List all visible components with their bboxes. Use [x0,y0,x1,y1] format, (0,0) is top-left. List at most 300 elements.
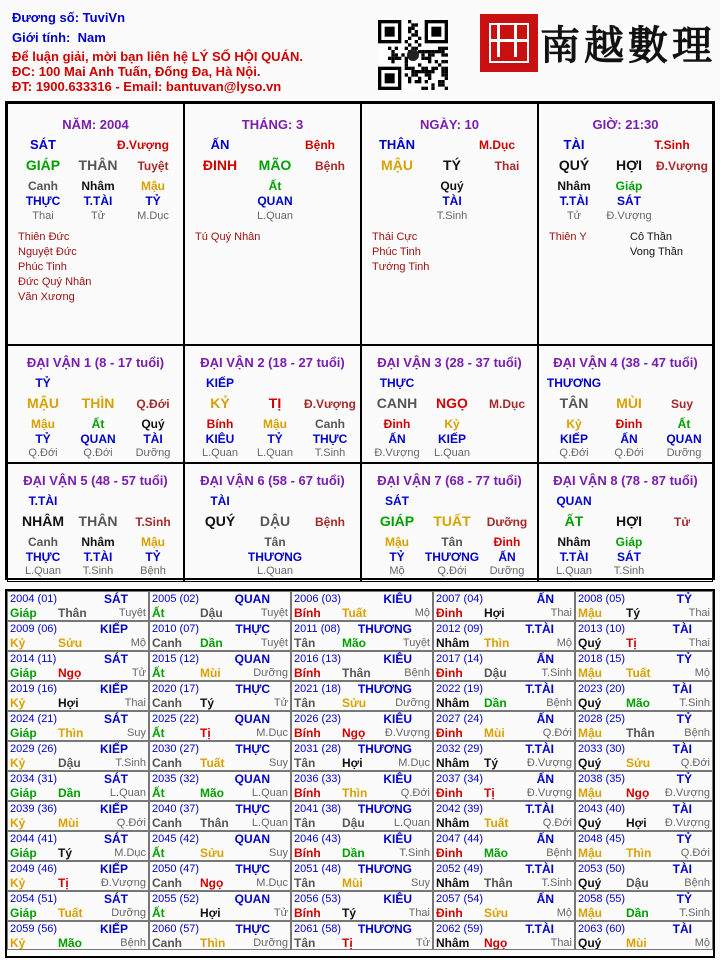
year-god: ẤN [536,892,554,906]
year-cell [433,801,575,831]
dai-van-cell [538,463,713,582]
hidden-phase: Dưỡng [135,447,171,459]
year-god: THƯƠNG [357,682,412,696]
year-god: ẤN [536,712,554,726]
star-list [372,230,429,275]
year-god: SÁT [104,772,128,786]
year-phase: Q.Đới [542,727,572,739]
year-branch: Dậu [484,666,507,680]
year-god: THỰC [235,742,270,756]
four-pillars-chart [5,101,715,580]
hidden-phase: T.Sinh [436,210,468,222]
dai-van-god: TỶ [35,376,51,390]
star-name: Phúc Tinh [18,261,67,273]
year-stem: Giáp [10,906,37,920]
year-branch: Hợi [200,906,221,920]
year-stem: Tân [294,636,316,650]
year-stem: Đinh [436,846,463,860]
year-label: 2042 (39) [436,803,484,815]
year-stem: Giáp [10,726,37,740]
year-cell [7,831,149,861]
dai-van-state: Tử [673,515,691,529]
year-label: 2031 (28) [294,743,342,755]
hidden-phase: Dưỡng [489,565,525,577]
year-stem: Canh [152,636,182,650]
year-cell [7,861,149,891]
year-god: KIẾP [99,622,128,636]
year-label: 2027 (24) [436,713,484,725]
hidden-god: KIÊU [205,432,235,446]
year-phase: Bệnh [684,877,710,889]
year-phase: Bệnh [404,667,430,679]
hidden-stem: Mậu [263,417,287,431]
hidden-stem: Mậu [141,179,165,193]
hidden-god: QUAN [666,432,702,446]
year-god: ẤN [536,772,554,786]
year-branch: Mùi [58,816,79,830]
hidden-phase: L.Quan [256,565,294,577]
year-stem: Quý [578,936,602,950]
year-stem: Quý [578,756,602,770]
hidden-phase: T.Sinh [314,447,346,459]
year-branch: Tý [342,906,357,920]
hidden-phase: Q.Đới [614,447,644,459]
year-god: KIÊU [383,892,412,906]
hidden-god: THỰC [25,194,61,208]
year-phase: Đ.Vượng [100,877,146,889]
year-cell [433,891,575,921]
dai-van-state: M.Dục [489,397,525,411]
hidden-stem: Bính [206,417,234,431]
hidden-god: TỶ [145,550,161,564]
year-branch: Tị [484,786,495,800]
year-phase: Dưỡng [253,937,288,949]
year-branch: Hợi [342,756,363,770]
hidden-god: THƯƠNG [247,550,303,564]
hidden-phase: Q.Đới [28,447,58,459]
star-name: Tướng Tinh [372,261,430,273]
year-label: 2026 (23) [294,713,342,725]
hidden-stem: Quý [141,417,165,431]
year-phase: Thai [408,907,430,919]
year-label: 2053 (50) [578,863,626,875]
pillar-title: THÁNG: 3 [241,117,304,132]
dai-van-god: SÁT [385,494,409,508]
year-stem: Quý [578,636,602,650]
year-phase: M.Dục [256,877,288,889]
dai-van-cell [361,463,538,582]
year-stem: Bính [294,666,321,680]
dai-van-state: Dưỡng [486,515,528,529]
year-phase: L.Quan [109,787,146,799]
hidden-god: THƯƠNG [424,550,480,564]
year-god: THỰC [235,802,270,816]
year-cell [149,921,291,950]
star-list [195,230,260,245]
year-branch: Mùi [342,876,363,890]
year-branch: Mão [342,636,366,650]
hidden-stem: Đinh [493,535,521,549]
year-phase: T.Sinh [679,697,710,709]
year-god: KIÊU [383,772,412,786]
year-cell [7,591,149,621]
hidden-god: QUAN [80,432,116,446]
year-stem: Kỷ [10,756,26,770]
pillar-branch: MÃO [258,157,292,173]
year-phase: M.Dục [256,727,288,739]
year-cell [149,801,291,831]
year-stem: Đinh [436,786,463,800]
year-cell [575,621,713,651]
year-phase: T.Sinh [399,847,430,859]
year-phase: Tuyệt [402,637,430,649]
year-god: T.TÀI [525,802,554,816]
year-stem: Tân [294,696,316,710]
year-stem: Đinh [436,906,463,920]
year-god: SÁT [104,712,128,726]
year-label: 2024 (21) [10,713,58,725]
hidden-god: ẤN [498,550,516,564]
hidden-phase: T.Sinh [613,565,645,577]
year-cell [433,741,575,771]
hidden-stem: Kỷ [444,417,460,431]
year-branch: Ngọ [200,876,224,890]
hidden-phase: L.Quan [24,565,62,577]
year-god: ẤN [536,652,554,666]
pillar-title: GIỜ: 21:30 [592,117,659,132]
year-branch: Dậu [626,876,649,890]
pillar-state: Thai [494,159,520,173]
year-label: 2051 (48) [294,863,342,875]
year-phase: Thai [688,607,710,619]
year-phase: Thai [550,937,572,949]
year-god: QUAN [234,832,270,846]
star-list [18,230,91,305]
year-stem: Mậu [578,666,602,680]
year-stem: Ất [152,606,165,620]
year-stem: Bính [294,906,321,920]
year-branch: Tị [342,936,353,950]
pillar-god-left: SÁT [30,137,56,152]
year-god: QUAN [234,892,270,906]
hidden-stem: Mậu [385,535,409,549]
year-branch: Dần [342,846,365,860]
hidden-stem: Nhâm [81,179,115,193]
dai-van-branch: NGỌ [436,395,468,411]
hidden-phase: Dưỡng [666,447,702,459]
year-label: 2013 (10) [578,623,626,635]
pillar-state: Bệnh [315,159,345,173]
year-cell [291,651,433,681]
hidden-god: SÁT [617,194,641,208]
hidden-god: TÀI [442,194,462,208]
year-branch: Dần [484,696,507,710]
year-phase: Suy [269,847,288,859]
year-cell [7,741,149,771]
year-god: ẤN [536,832,554,846]
star-name: Thiên Y [549,231,587,243]
year-branch: Thìn [342,786,368,800]
year-stem: Mậu [578,606,602,620]
year-god: ẤN [536,592,554,606]
year-stem: Ất [152,786,165,800]
year-phase: Đ.Vượng [526,757,572,769]
year-cell [149,891,291,921]
year-stem: Ất [152,726,165,740]
year-stem: Giáp [10,786,37,800]
hidden-stem: Canh [28,179,58,193]
year-label: 2019 (16) [10,683,58,695]
year-branch: Thân [58,606,87,620]
dai-van-branch: TUẤT [433,513,471,529]
year-cell [575,861,713,891]
year-god: KIÊU [383,652,412,666]
year-cell [7,771,149,801]
year-phase: T.Sinh [541,667,572,679]
hidden-phase: Bệnh [140,565,166,577]
year-branch: Mão [626,696,650,710]
dai-van-god: TÀI [210,494,230,508]
year-label: 2046 (43) [294,833,342,845]
year-label: 2041 (38) [294,803,342,815]
year-branch: Sửu [58,636,83,650]
address-line: ĐC: 100 Mai Anh Tuấn, Đống Đa, Hà Nội. [12,64,261,79]
year-branch: Mão [58,936,82,950]
year-branch: Hợi [58,696,79,710]
year-phase: Q.Đới [400,787,430,799]
year-branch: Sửu [200,846,225,860]
year-branch: Tị [58,876,69,890]
pillar-branch: TÝ [443,157,461,173]
pillar-stem: ĐINH [202,157,238,173]
year-stem: Bính [294,606,321,620]
hidden-god: KIẾP [559,432,588,446]
year-stem: Quý [578,696,602,710]
year-branch: Thân [200,816,229,830]
year-branch: Mùi [484,726,505,740]
year-cell [149,861,291,891]
year-branch: Thìn [484,636,510,650]
year-stem: Đinh [436,606,463,620]
year-stem: Tân [294,936,316,950]
year-god: THỰC [235,622,270,636]
year-god: T.TÀI [525,922,554,936]
year-cell [7,681,149,711]
dai-van-stem: TÂN [559,395,589,411]
year-label: 2016 (13) [294,653,342,665]
year-phase: Bệnh [684,727,710,739]
star-name: Thiên Đức [18,231,70,243]
year-cell [433,621,575,651]
dai-van-stem: NHÂM [22,513,64,529]
year-label: 2009 (06) [10,623,58,635]
dai-van-cell [538,345,713,463]
year-phase: Suy [411,877,430,889]
hidden-god: QUAN [257,194,293,208]
year-label: 2052 (49) [436,863,484,875]
year-branch: Thìn [626,846,652,860]
hidden-phase: Tử [90,210,106,222]
dai-van-god: QUAN [556,494,592,508]
star-list-secondary [630,230,683,260]
hidden-phase: T.Sinh [82,565,114,577]
year-stem: Giáp [10,606,37,620]
year-god: T.TÀI [525,682,554,696]
year-label: 2029 (26) [10,743,58,755]
year-god: KIÊU [383,832,412,846]
dai-van-title: ĐẠI VẬN 8 (78 - 87 tuổi) [553,473,698,488]
year-cell [7,621,149,651]
hidden-phase: L.Quan [256,447,294,459]
dai-van-title: ĐẠI VẬN 6 (58 - 67 tuổi) [200,473,345,488]
hidden-stem: Đinh [383,417,411,431]
year-branch: Mão [200,786,224,800]
year-label: 2055 (52) [152,893,200,905]
year-label: 2059 (56) [10,923,58,935]
year-label: 2010 (07) [152,623,200,635]
hidden-stem: Tân [264,535,286,549]
year-branch: Thân [342,666,371,680]
dai-van-state: Q.Đới [136,397,170,411]
year-branch: Mão [484,846,508,860]
year-stem: Quý [578,816,602,830]
hidden-stem: Ất [268,179,282,193]
hidden-god: TỶ [389,550,405,564]
hidden-god: THỰC [25,550,61,564]
year-label: 2012 (09) [436,623,484,635]
year-label: 2061 (58) [294,923,342,935]
gender-line [12,30,106,45]
year-label: 2047 (44) [436,833,484,845]
dai-van-god: T.TÀI [28,494,58,508]
year-cell [291,591,433,621]
year-stem: Bính [294,726,321,740]
year-cell [291,831,433,861]
year-label: 2033 (30) [578,743,626,755]
year-label: 2035 (32) [152,773,200,785]
year-stem: Canh [152,936,182,950]
year-cell [7,651,149,681]
year-label: 2060 (57) [152,923,200,935]
star-name: Phúc Tinh [372,246,421,258]
hidden-phase: M.Dục [137,210,169,222]
pillar-title: NĂM: 2004 [62,117,129,132]
dai-van-stem: GIÁP [379,513,415,529]
pillar-god-right: Đ.Vượng [117,138,169,152]
year-god: TÀI [672,802,692,816]
year-label: 2007 (04) [436,593,484,605]
dai-van-stem: QUÝ [204,513,236,529]
year-label: 2050 (47) [152,863,200,875]
year-branch: Tý [58,846,73,860]
year-god: SÁT [104,592,128,606]
year-cell [149,651,291,681]
hidden-phase: Đ.Vượng [374,447,420,459]
year-phase: Đ.Vượng [664,787,710,799]
year-branch: Tý [200,696,215,710]
year-cell [575,651,713,681]
year-stem: Mậu [578,846,602,860]
year-stem: Ất [152,846,165,860]
year-label: 2063 (60) [578,923,626,935]
pillar-god-left: THÂN [378,137,416,152]
year-stem: Nhâm [436,936,470,950]
dai-van-state: Bệnh [315,515,345,529]
year-branch: Tý [484,756,499,770]
year-branch: Tý [626,606,641,620]
year-cell [291,771,433,801]
year-god: QUAN [234,712,270,726]
year-phase: T.Sinh [679,907,710,919]
year-branch: Sửu [626,756,651,770]
year-phase: Thai [550,607,572,619]
year-stem: Kỷ [10,696,26,710]
year-label: 2057 (54) [436,893,484,905]
dai-van-stem: MẬU [27,395,59,411]
year-phase: T.Sinh [115,757,146,769]
dai-van-god: KIẾP [205,376,234,390]
phone-email-line: ĐT: 1900.633316 - Email: bantuvan@lyso.vn [12,79,282,94]
dai-van-stem: ẤT [564,513,584,529]
year-label: 2044 (41) [10,833,58,845]
year-god: TÀI [672,862,692,876]
pillar-god-right: T.Sinh [654,138,690,152]
year-cell [149,741,291,771]
year-god: SÁT [104,832,128,846]
dai-van-branch: THÂN [78,513,118,529]
year-branch: Dần [626,906,649,920]
year-label: 2015 (12) [152,653,200,665]
year-label: 2034 (31) [10,773,58,785]
dai-van-cell [361,345,538,463]
hidden-stem: Giáp [615,179,643,193]
year-branch: Ngọ [342,726,366,740]
year-phase: Suy [127,727,146,739]
year-cell [291,711,433,741]
year-phase: Bệnh [546,847,572,859]
year-stem: Canh [152,876,182,890]
year-god: THỰC [235,922,270,936]
year-label: 2054 (51) [10,893,58,905]
year-god: THƯƠNG [357,862,412,876]
dai-van-title: ĐẠI VẬN 7 (68 - 77 tuổi) [377,473,522,488]
hidden-god: T.TÀI [83,194,113,208]
dai-van-god: THƯƠNG [546,376,602,390]
year-stem: Giáp [10,846,37,860]
year-god: THƯƠNG [357,922,412,936]
year-phase: Tuyệt [260,637,288,649]
contact-line: Để luận giải, mời bạn liên hệ LÝ SỐ HỘI QUÁN. [12,49,303,64]
hidden-god: T.TÀI [83,550,113,564]
dai-van-branch: MÙI [616,395,642,411]
year-god: T.TÀI [525,862,554,876]
year-cell [575,921,713,950]
year-cell [149,771,291,801]
year-phase: Tử [273,907,288,919]
star-list [549,230,587,245]
year-cell [7,891,149,921]
year-stem: Kỷ [10,816,26,830]
year-god: TÀI [672,742,692,756]
star-name: Nguyệt Đức [18,246,77,258]
year-god: KIÊU [383,712,412,726]
hidden-stem: Nhâm [81,535,115,549]
year-stem: Ất [152,666,165,680]
year-stem: Kỷ [10,936,26,950]
year-phase: Thai [124,697,146,709]
dai-van-state: T.Sinh [135,515,171,529]
pillar-state: Đ.Vượng [656,159,708,173]
